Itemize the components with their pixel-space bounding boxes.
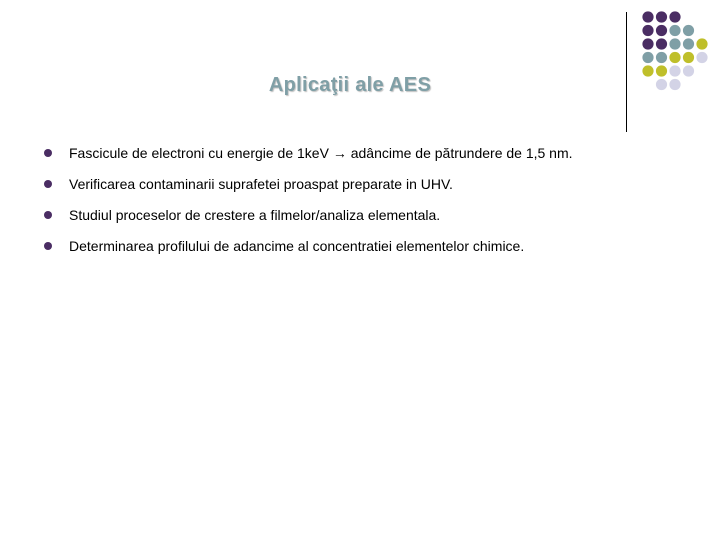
decoration-dot-teal [669,38,680,49]
decoration-dot-purple [642,38,653,49]
decoration-dot-teal [683,38,694,49]
decoration-dot-olive [683,52,694,63]
bullet-marker-icon [44,180,52,188]
bullet-item [44,174,684,205]
decoration-dot-lavender [696,52,707,63]
decoration-dot-purple [642,11,653,22]
bullet-marker-icon [44,242,52,250]
bullet-text: Fascicule de electroni cu energie de 1keV → adâncime de pătrundere de 1,5 nm. [69,145,573,161]
vertical-divider [626,12,627,132]
decoration-dot-olive [696,38,707,49]
decoration-dot-purple [669,11,680,22]
bullet-text: Determinarea profilului de adancime al concentratiei elementelor chimice. [69,238,525,254]
decoration-dot-teal [656,52,667,63]
decoration-dot-olive [669,52,680,63]
bullet-text: Studiul proceselor de crestere a filmelor/analiza elementala. [69,207,441,223]
decoration-dot-teal [642,52,653,63]
bullet-marker-icon [44,211,52,219]
bullet-text: Verificarea contaminarii suprafetei proaspat preparate in UHV. [69,176,453,192]
decoration-dot-teal [683,25,694,36]
decoration-dot-teal [669,25,680,36]
bullet-marker-icon [44,149,52,157]
bullet-item [44,205,684,236]
bullet-list [44,143,684,267]
bullet-item [44,143,684,174]
decoration-dot-purple [656,11,667,22]
decoration-dot-purple [656,25,667,36]
slide-title: Aplicaţii ale AES [268,74,432,96]
decoration-dot-purple [642,25,653,36]
decoration-dot-purple [656,38,667,49]
bullet-item [44,236,684,267]
